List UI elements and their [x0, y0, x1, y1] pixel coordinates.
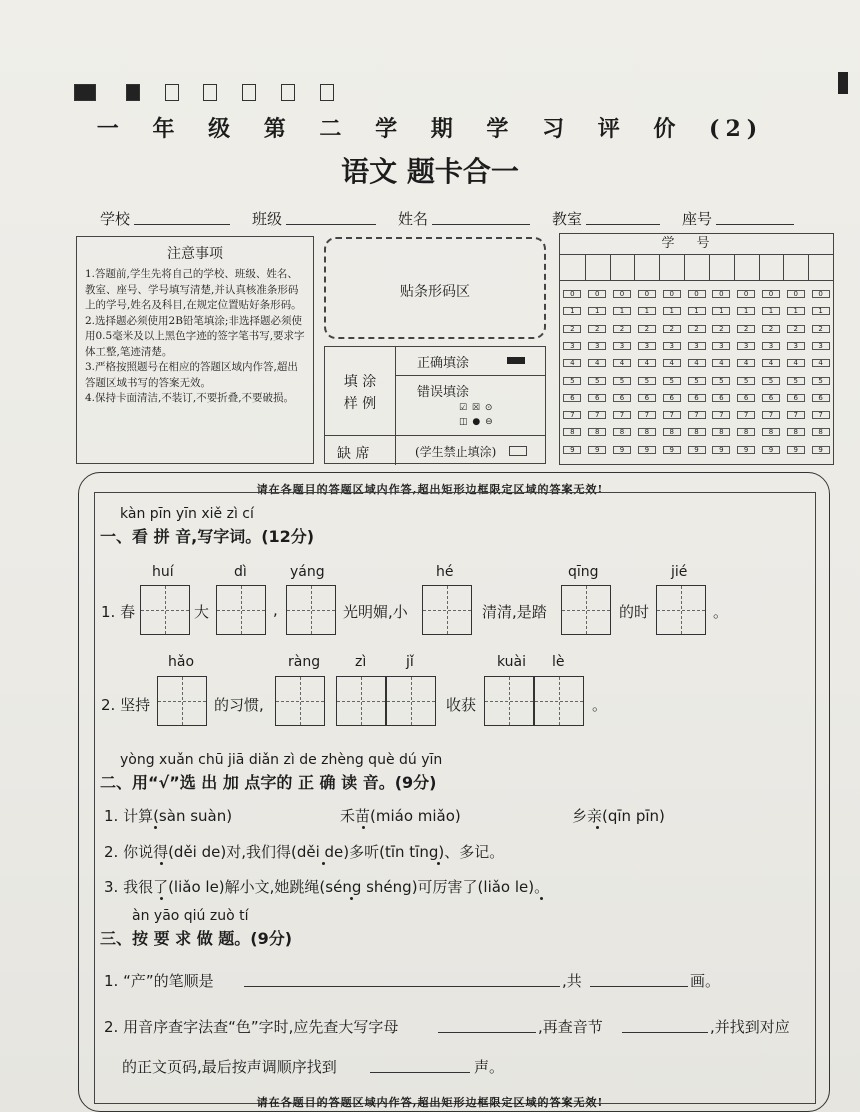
- q1-text: 清清,是踏: [482, 603, 547, 621]
- emphasis-dot: [540, 897, 543, 900]
- writing-box[interactable]: [561, 585, 611, 635]
- id-bubble[interactable]: 3: [762, 342, 780, 350]
- id-bubble[interactable]: 7: [688, 411, 706, 419]
- id-column-divider: [659, 254, 660, 280]
- name-label: 姓名: [398, 210, 429, 228]
- id-bubble[interactable]: 2: [563, 325, 581, 333]
- id-bubble[interactable]: 5: [688, 377, 706, 385]
- position-mark: [320, 84, 334, 101]
- q-item: 2. 你说得(děi de)对,我们得(děi de)多听(tīn tīng)、多记。: [104, 843, 505, 861]
- q-item: 1. 计算(sàn suàn): [104, 807, 233, 825]
- id-bubble[interactable]: 1: [613, 307, 631, 315]
- id-bubble[interactable]: 6: [613, 394, 631, 402]
- id-bubble[interactable]: 7: [787, 411, 805, 419]
- pinyin-yang: yáng: [290, 564, 325, 580]
- id-bubble[interactable]: 4: [688, 359, 706, 367]
- id-bubble[interactable]: 1: [563, 307, 581, 315]
- id-bubble[interactable]: 2: [663, 325, 681, 333]
- id-bubble[interactable]: 1: [812, 307, 830, 315]
- wrong-fill-marks: ◫ ● ⊖: [459, 417, 494, 427]
- id-bubble[interactable]: 8: [737, 428, 755, 436]
- q-item: ,并找到对应: [710, 1018, 790, 1036]
- answer-blank[interactable]: [438, 1032, 536, 1033]
- pinyin-le: lè: [552, 654, 565, 670]
- pinyin-zi: zì: [355, 654, 367, 670]
- q1-text: 的时: [619, 603, 650, 621]
- id-bubble[interactable]: 3: [588, 342, 606, 350]
- id-bubble[interactable]: 2: [613, 325, 631, 333]
- id-bubble[interactable]: 5: [588, 377, 606, 385]
- id-bubble[interactable]: 4: [663, 359, 681, 367]
- emphasis-dot: [596, 826, 599, 829]
- writing-box[interactable]: [157, 676, 207, 726]
- id-column-divider: [759, 254, 760, 280]
- id-bubble[interactable]: 2: [712, 325, 730, 333]
- id-bubble[interactable]: 1: [762, 307, 780, 315]
- id-bubble[interactable]: 6: [663, 394, 681, 402]
- id-bubble[interactable]: 6: [762, 394, 780, 402]
- id-bubble[interactable]: 2: [638, 325, 656, 333]
- answer-warning-top: 请在各题目的答题区域内作答,超出矩形边框限定区域的答案无效!: [256, 483, 604, 496]
- id-bubble[interactable]: 6: [688, 394, 706, 402]
- exam-title: 一 年 级 第 二 学 期 学 习 评 价 (2): [96, 116, 764, 142]
- section3-pinyin: àn yāo qiú zuò tí: [132, 908, 249, 924]
- id-bubble[interactable]: 7: [563, 411, 581, 419]
- id-bubble[interactable]: 5: [613, 377, 631, 385]
- id-bubble[interactable]: 5: [563, 377, 581, 385]
- section1-title: 一、看 拼 音,写字词。(12分): [100, 527, 315, 546]
- id-bubble[interactable]: 1: [787, 307, 805, 315]
- writing-box[interactable]: [386, 676, 436, 726]
- id-bubble[interactable]: 7: [663, 411, 681, 419]
- wrong-fill-label: 错误填涂: [417, 385, 470, 400]
- q-item: 的正文页码,最后按声调顺序找到: [122, 1058, 337, 1076]
- writing-box[interactable]: [275, 676, 325, 726]
- writing-box[interactable]: [656, 585, 706, 635]
- id-bubble[interactable]: 2: [588, 325, 606, 333]
- id-bubble[interactable]: 3: [663, 342, 681, 350]
- writing-box[interactable]: [140, 585, 190, 635]
- id-bubble[interactable]: 9: [588, 446, 606, 454]
- id-bubble[interactable]: 5: [663, 377, 681, 385]
- notice-title: 注意事项: [167, 246, 223, 262]
- room-label: 教室: [552, 210, 583, 228]
- answer-blank[interactable]: [622, 1032, 708, 1033]
- pinyin-hui: huí: [152, 564, 174, 580]
- id-bubble[interactable]: 9: [762, 446, 780, 454]
- id-bubble[interactable]: 3: [563, 342, 581, 350]
- id-bubble[interactable]: 1: [663, 307, 681, 315]
- q-item: 声。: [474, 1058, 505, 1076]
- id-bubble[interactable]: 7: [588, 411, 606, 419]
- id-bubble[interactable]: 9: [812, 446, 830, 454]
- writing-box[interactable]: [534, 676, 584, 726]
- id-bubble[interactable]: 7: [812, 411, 830, 419]
- id-bubble[interactable]: 7: [613, 411, 631, 419]
- id-bubble[interactable]: 3: [712, 342, 730, 350]
- notice-item: 4.保持卡面清洁,不装订,不要折叠,不要破损。: [85, 392, 295, 404]
- id-bubble[interactable]: 0: [812, 290, 830, 298]
- id-bubble[interactable]: 6: [737, 394, 755, 402]
- id-bubble[interactable]: 5: [712, 377, 730, 385]
- writing-box[interactable]: [216, 585, 266, 635]
- position-mark: [165, 84, 179, 101]
- id-bubble[interactable]: 0: [787, 290, 805, 298]
- emphasis-dot: [322, 862, 325, 865]
- id-bubble[interactable]: 9: [613, 446, 631, 454]
- id-bubble[interactable]: 9: [712, 446, 730, 454]
- id-bubble[interactable]: 4: [762, 359, 780, 367]
- id-bubble[interactable]: 1: [712, 307, 730, 315]
- id-bubble[interactable]: 7: [762, 411, 780, 419]
- seat-label: 座号: [682, 210, 713, 228]
- id-bubble[interactable]: 0: [712, 290, 730, 298]
- id-column-divider: [610, 254, 611, 280]
- pinyin-qing: qīng: [568, 564, 599, 580]
- id-bubble[interactable]: 0: [737, 290, 755, 298]
- answer-warning-bottom: 请在各题目的答题区域内作答,超出矩形边框限定区域的答案无效!: [256, 1096, 604, 1109]
- position-mark: [838, 72, 848, 94]
- id-bubble[interactable]: 8: [588, 428, 606, 436]
- id-bubble[interactable]: 8: [563, 428, 581, 436]
- q2-text: 2. 坚持: [101, 696, 151, 714]
- id-bubble[interactable]: 8: [638, 428, 656, 436]
- id-bubble[interactable]: 9: [787, 446, 805, 454]
- correct-fill-mark: [507, 357, 525, 364]
- wrong-fill-marks: ☑ ☒ ⊙: [459, 403, 494, 413]
- id-bubble[interactable]: 7: [737, 411, 755, 419]
- section2-title: 二、用“√”选 出 加 点字的 正 确 读 音。(9分): [100, 773, 437, 792]
- q2-text: 。: [592, 696, 608, 714]
- id-bubble[interactable]: 4: [638, 359, 656, 367]
- pinyin-hao: hǎo: [168, 654, 195, 670]
- id-bubble[interactable]: 9: [563, 446, 581, 454]
- id-bubble[interactable]: 6: [712, 394, 730, 402]
- position-mark: [281, 84, 295, 101]
- barcode-label: 贴条形码区: [400, 284, 470, 300]
- emphasis-dot: [160, 897, 163, 900]
- pinyin-jie: jié: [671, 564, 688, 580]
- emphasis-dot: [350, 897, 353, 900]
- q-item: ,再查音节: [538, 1018, 603, 1036]
- id-bubble[interactable]: 6: [812, 394, 830, 402]
- id-bubble[interactable]: 4: [563, 359, 581, 367]
- id-bubble[interactable]: 5: [762, 377, 780, 385]
- school-label: 学校: [100, 210, 131, 228]
- id-bubble[interactable]: 1: [737, 307, 755, 315]
- id-bubble[interactable]: 8: [787, 428, 805, 436]
- answer-blank[interactable]: [244, 986, 560, 987]
- position-mark: [242, 84, 256, 101]
- id-bubble[interactable]: 2: [812, 325, 830, 333]
- id-bubble[interactable]: 9: [663, 446, 681, 454]
- id-bubble[interactable]: 9: [638, 446, 656, 454]
- id-bubble[interactable]: 7: [638, 411, 656, 419]
- fill-sample-box: [324, 346, 546, 464]
- absent-checkbox[interactable]: [509, 446, 527, 456]
- id-bubble[interactable]: 0: [762, 290, 780, 298]
- notice-item: 3.严格按照题号在相应的答题区域内作答,超出答题区域书写的答案无效。: [85, 361, 298, 389]
- notice-item: 2.选择题必须使用2B铅笔填涂;非选择题必须使用0.5毫米及以上黑色字迹的签字笔书写,要求字体工整,笔迹清楚。: [85, 314, 305, 358]
- id-bubble[interactable]: 2: [688, 325, 706, 333]
- q-item: ,共: [562, 972, 582, 990]
- id-bubble[interactable]: 3: [787, 342, 805, 350]
- id-bubble[interactable]: 3: [688, 342, 706, 350]
- answer-blank[interactable]: [590, 986, 688, 987]
- id-column-divider: [808, 254, 809, 280]
- section1-pinyin: kàn pīn yīn xiě zì cí: [120, 506, 254, 522]
- id-bubble[interactable]: 1: [588, 307, 606, 315]
- id-bubble[interactable]: 0: [588, 290, 606, 298]
- id-bubble[interactable]: 0: [613, 290, 631, 298]
- q-item: 1. “产”的笔顺是: [104, 972, 214, 990]
- q2-text: 收获: [446, 696, 477, 714]
- pinyin-di: dì: [234, 564, 247, 580]
- id-column-divider: [585, 254, 586, 280]
- class-field[interactable]: [286, 224, 376, 225]
- pinyin-ji: jǐ: [406, 654, 414, 670]
- id-bubble[interactable]: 5: [737, 377, 755, 385]
- id-bubble[interactable]: 8: [812, 428, 830, 436]
- id-bubble[interactable]: 8: [762, 428, 780, 436]
- id-bubble[interactable]: 2: [737, 325, 755, 333]
- q1-text: 1. 春: [101, 603, 136, 621]
- id-bubble[interactable]: 4: [812, 359, 830, 367]
- id-bubble[interactable]: 3: [638, 342, 656, 350]
- q-item: 乡亲(qīn pīn): [572, 807, 665, 825]
- id-bubble[interactable]: 3: [737, 342, 755, 350]
- id-bubble[interactable]: 4: [712, 359, 730, 367]
- id-bubble[interactable]: 2: [787, 325, 805, 333]
- barcode-area: [324, 237, 546, 339]
- id-bubble[interactable]: 5: [812, 377, 830, 385]
- student-id-grid[interactable]: [559, 233, 834, 465]
- id-bubble[interactable]: 4: [787, 359, 805, 367]
- section3-title: 三、按 要 求 做 题。(9分): [100, 929, 293, 948]
- id-bubble[interactable]: 0: [688, 290, 706, 298]
- answer-blank[interactable]: [370, 1072, 470, 1073]
- name-field[interactable]: [432, 224, 530, 225]
- id-bubble[interactable]: 7: [712, 411, 730, 419]
- id-column-divider: [634, 254, 635, 280]
- id-bubble[interactable]: 4: [737, 359, 755, 367]
- id-bubble[interactable]: 6: [638, 394, 656, 402]
- id-bubble[interactable]: 3: [812, 342, 830, 350]
- correct-fill-label: 正确填涂: [417, 356, 470, 371]
- notice-box: [76, 236, 314, 464]
- absent-note: (学生禁止填涂): [415, 445, 497, 459]
- writing-box[interactable]: [484, 676, 534, 726]
- absent-label: 缺 席: [337, 446, 370, 462]
- q2-text: 的习惯,: [214, 696, 264, 714]
- q1-text: 光明媚,小: [343, 603, 408, 621]
- pinyin-he: hé: [436, 564, 454, 580]
- emphasis-dot: [437, 862, 440, 865]
- id-column-divider: [783, 254, 784, 280]
- q-item: 画。: [690, 972, 721, 990]
- notice-item: 1.答题前,学生先将自己的学校、班级、姓名、教室、座号、学号填写清楚,并认真核准条形码上的学号,姓名及科目,在规定位置贴好条形码。: [85, 268, 302, 311]
- id-bubble[interactable]: 6: [787, 394, 805, 402]
- room-field[interactable]: [586, 224, 660, 225]
- id-bubble[interactable]: 2: [762, 325, 780, 333]
- student-id-title: 学号: [661, 236, 732, 251]
- q-item: 禾苗(miáo miǎo): [340, 807, 461, 825]
- emphasis-dot: [362, 826, 365, 829]
- pinyin-rang: ràng: [288, 654, 321, 670]
- q-item: 3. 我很了(liǎo le)解小文,她跳绳(séng shéng)可厉害了(liǎo le)。: [104, 878, 550, 896]
- id-bubble[interactable]: 0: [638, 290, 656, 298]
- q1-text: ,: [273, 601, 278, 619]
- id-bubble[interactable]: 4: [588, 359, 606, 367]
- q1-text: 。: [713, 603, 729, 621]
- seat-field[interactable]: [716, 224, 794, 225]
- id-bubble[interactable]: 8: [613, 428, 631, 436]
- position-mark: [74, 84, 96, 101]
- pinyin-kuai: kuài: [497, 654, 527, 670]
- id-column-divider: [684, 254, 685, 280]
- writing-box[interactable]: [286, 585, 336, 635]
- id-bubble[interactable]: 6: [588, 394, 606, 402]
- id-column-divider: [734, 254, 735, 280]
- writing-box[interactable]: [422, 585, 472, 635]
- id-bubble[interactable]: 0: [563, 290, 581, 298]
- id-bubble[interactable]: 0: [663, 290, 681, 298]
- id-bubble[interactable]: 8: [663, 428, 681, 436]
- id-bubble[interactable]: 8: [712, 428, 730, 436]
- id-bubble[interactable]: 1: [638, 307, 656, 315]
- position-mark: [203, 84, 217, 101]
- position-mark: [126, 84, 140, 101]
- answer-area[interactable]: [94, 492, 816, 1104]
- id-column-divider: [709, 254, 710, 280]
- section2-pinyin: yòng xuǎn chū jiā diǎn zì de zhèng què dú yīn: [120, 752, 443, 768]
- q1-text: 大: [194, 603, 210, 621]
- emphasis-dot: [160, 862, 163, 865]
- exam-subtitle: 语文 题卡合一: [341, 155, 519, 188]
- writing-box[interactable]: [336, 676, 386, 726]
- id-bubble[interactable]: 5: [787, 377, 805, 385]
- fill-sample-label: 填 涂 样 例: [343, 374, 377, 412]
- id-bubble[interactable]: 6: [563, 394, 581, 402]
- emphasis-dot: [154, 826, 157, 829]
- id-bubble[interactable]: 1: [688, 307, 706, 315]
- id-bubble[interactable]: 9: [737, 446, 755, 454]
- id-bubble[interactable]: 8: [688, 428, 706, 436]
- id-bubble[interactable]: 5: [638, 377, 656, 385]
- school-field[interactable]: [134, 224, 230, 225]
- id-bubble[interactable]: 3: [613, 342, 631, 350]
- class-label: 班级: [252, 210, 283, 228]
- id-bubble[interactable]: 4: [613, 359, 631, 367]
- q-item: 2. 用音序查字法查“色”字时,应先查大写字母: [104, 1018, 399, 1036]
- id-bubble[interactable]: 9: [688, 446, 706, 454]
